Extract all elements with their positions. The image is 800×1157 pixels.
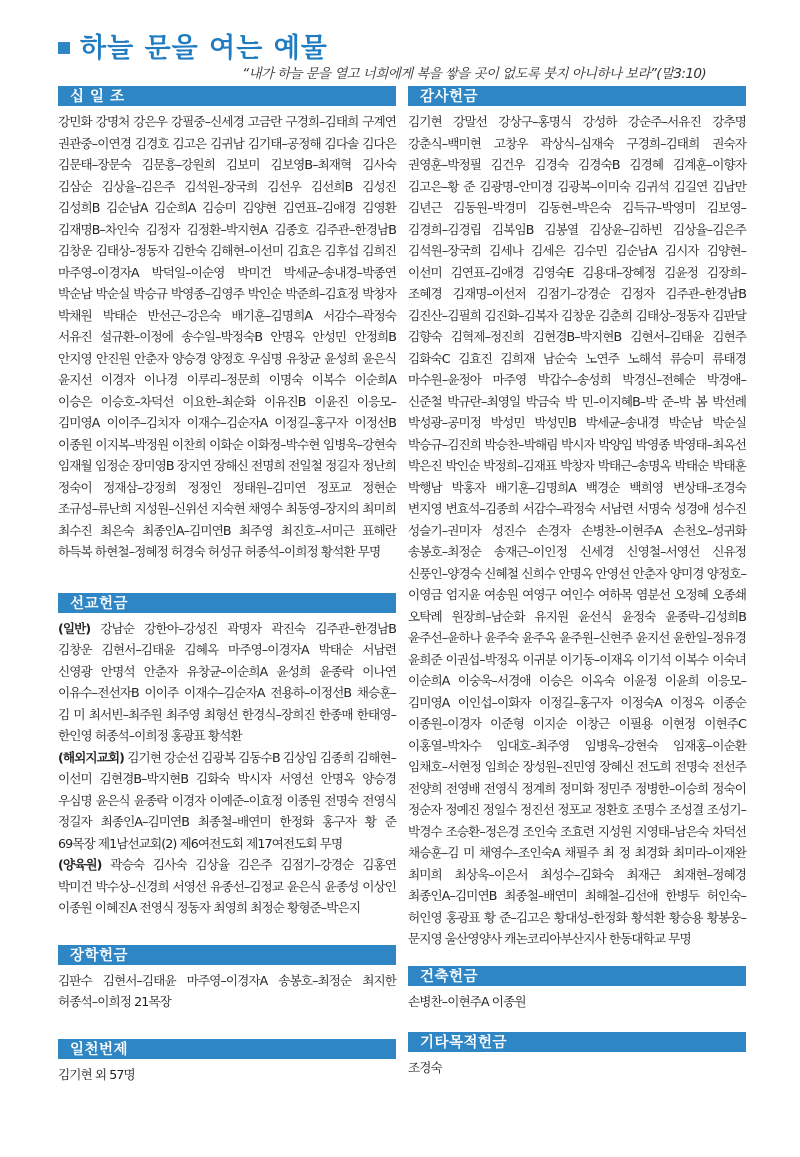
section-body: 손병찬–이현주A 이종원 bbox=[408, 993, 526, 1009]
section-building bbox=[408, 966, 746, 1013]
section-body: 강민화 강명처 강은우 강필중–신세경 고금란 구경희–김태희 구계연 권관중–이연경 김경호 김고은 김귀남 김기태–공정해 김다솔 김다은 김문태–장문숙 김문흥–강원희 김보미 김보영B–최재혁 김사숙 김삼순 김상율–김은주 김석원–장국희 김선우 김선희B 김성진 김성희B 김순남A 김순희A 김승미 김양현 김연표–김애경 김영환 김재명B–차인숙 김정자 김정환–박지현A 김종호 김주관–한경남B 김창운 김태상–정동자 김한숙 김해현–이선미 김효은 김후섭 김희진 마주영–이경자A 박덕일–이순영 박미건 박세균–송내경–박종연 박순남 박순실 박승규 박영종–김영주 박인순 박준희–김효정 박창자 박채원 박태순 반선근–강은숙 배기훈–김명희A 서감수–곽정숙 서유진 설규환–이정에 송수일–박정숙B 안명옥 안성민 안정희B 안지영 안진원 안춘자 양승경 양정호 우심명 유창균 윤성희 윤은식 윤지선 이경자 이나경 이루리–정문희 이명숙 이복수 이순희A 이승은 이승호–차덕선 이요한–최순화 이유진B 이윤진 이응모–김미영A 이이주–김치자 이재수–김순자A 이정길–홍구자 이정선B 이종원 이지복–박정원 이찬희 이화순 이화정–박수현 임병욱–강현숙 임재월 임정순 장미영B 장지연 장해신 전명희 전일철 정길자 정난희 정숙이 정재삼–강정희 정정인 정태원–김미연 정포교 정현순 조규성–류난희 지성원–신위선 지숙현 채영수 최동영–장지의 최미희 최수진 최은숙 최종인A–김미연B 최주영 최진호–서미근 표해란 하득복 하현철–정혜정 허경숙 허성규 허종석–이희정 황석환 무명 bbox=[58, 114, 396, 559]
left-column bbox=[58, 86, 396, 1085]
page-title: 하늘 문을 여는 예물 bbox=[80, 33, 328, 64]
section-header bbox=[58, 1039, 396, 1059]
bible-verse: “내가 하늘 문을 열고 너희에게 복을 쌓을 곳이 없도록 붓지 아니하나 보라”(말3:10) bbox=[242, 66, 706, 82]
page-header bbox=[58, 26, 758, 82]
title-row bbox=[58, 26, 758, 65]
section-body: 김기현 외 57명 bbox=[58, 1066, 135, 1082]
section-tithe bbox=[58, 86, 396, 563]
section-body: 김판수 김현서–김태윤 마주영–이경자A 송봉호–최정순 최지한 허종석–이희정 21목장 bbox=[58, 972, 396, 1009]
section-header bbox=[408, 966, 746, 986]
section-title: 일천번제 bbox=[70, 1041, 129, 1058]
section-header bbox=[58, 86, 396, 106]
section-body: 조경숙 bbox=[408, 1060, 442, 1075]
section-title: 십 일 조 bbox=[70, 89, 125, 105]
section-header bbox=[408, 1032, 746, 1052]
section-body: 김기현 강말선 강상구–홍명식 강성하 강순주–서유진 강추명 강춘식–백미현 고창우 곽상식–심재숙 구경희–김태희 권숙자 권영훈–박정필 김건우 김경숙 김경숙B 김경혜 김계훈–이향자 김고은–황 준 김광명–안미경 김광복–이미숙 김귀석 김길연 김남만 김년근 김동원–박경미 김동현–박은숙 김득규–박영미 김보영–김경희–김경립 김복임B 김봉열 김상윤–김하빈 김상율–김은주 김석원–장국희 김세나 김세은 김수민 김순남A 김시자 김양현–이선미 김연표–김애경 김영숙E 김용대–장혜정 김윤정 김장희–조혜경 김재명–이선저 김점기–강경순 김정자 김주관–한경남B 김진산–김필희 김진화–김복자 김창운 김춘희 김태상–정동자 김판달 김향숙 김혁제–정진희 김현경B–박지현B 김현서–김태윤 김현주 김화숙C 김효진 김희재 남순숙 노연주 노해석 류승미 류태경 마수원–윤정아 마주영 박갑수–송성희 박경신–전혜순 박경애–신준철 박규란–최영일 박금숙 박 민–이지혜B–박 준–박 봄 박선례 박성광–공미정 박성민 박성민B 박세균–송내경 박순남 박순실 박승규–김진희 박승찬–박해림 박시자 박양임 박영종 박영태–최옥선 박은진 박인순 박정희–김재표 박창자 박태근–송명옥 박태순 박태훈 박행남 박홍자 배기훈–김명희A 백경순 백희영 변상태–조경숙 변지영 변효석–김종희 서감수–곽정숙 서남련 서명숙 성경애 성수진 성슬기–권미자 성진수 손경자 손병찬–이현주A 손천오–성귀화 송봉호–최정순 송재근–이인정 신세경 신영철–서영선 신유정 신풍인–양경숙 신혜철 신희수 안명옥 안영선 안춘자 양미경 양정호–이영금 엄지윤 여송원 여영구 여인수 여하목 염분선 오정혜 오종쇄 오탁례 원장희–남순화 유지원 윤선식 윤정숙 윤종락–김성희B 윤주선–윤하나 윤주숙 윤주옥 윤주원–신현주 윤지선 윤한일–정유경 윤희준 이권섭–박정옥 이귀분 이기동–이재옥 이기석 이복수 이숙녀 이순희A 이숭욱–서경애 이승은 이옥숙 이윤정 이윤희 이응모–김미영A 이인섭–이화자 이정길–홍구자 이정숙A 이정옥 이종순 이종원–이경자 이준형 이지순 이창근 이필용 이현정 이현주C 이홍열–박차수 임대호–최주영 임병욱–강현숙 임재홍–이순환 임채호–서현정 임희순 장성원–진민영 장혜신 전도희 전명숙 전선주 전양희 전영배 전영식 정계희 정미화 정민주 정병한–이승희 정숙이 정순자 정예진 정일수 정진선 정포교 정환호 조명수 조성결 조성기–박경수 조승환–정은경 조인숙 조효련 지성원 지영태–남은숙 차덕선 채승훈–김 미 채영수–조인숙A 채필주 최 정 최경화 최미라–이재완 최미희 최상욱–이은서 최성수–김화숙 최재근 최재현–정혜경 최종인A–김미연B 최종철–배연미 최해철–김선애 한병두 허인숙–허인영 홍광표 황 준–김고은 황대성–한정화 황석환 황승용 황봉웅–문지영 울산영양사 캐논코리아부산지사 한동대학교 무명 bbox=[408, 114, 746, 946]
group-label: (일반) bbox=[58, 620, 91, 636]
section-header bbox=[408, 86, 746, 106]
group-text: 김기현 강순선 김광복 김동수B 김상임 김종희 김해현–이선미 김현경B–박지현B 김화숙 박시자 서영선 안명옥 양승경 우심명 윤은식 윤종락 이경자 이예준–이효정 이종원 전명숙 전영식 정길자 최종인A–김미연B 최종철–배연미 한정화 홍구자 황 준 69목장 제1남선교회(2) 제6여전도회 제17여전도회 무명 bbox=[58, 749, 396, 851]
mission-group-general bbox=[58, 618, 396, 747]
section-mission bbox=[58, 593, 396, 919]
section-scholarship bbox=[58, 945, 396, 1013]
section-title: 건축헌금 bbox=[420, 968, 479, 985]
section-header bbox=[58, 945, 396, 965]
group-text: 곽승숙 김사숙 김상율 김은주 김점기–강경순 김홍연 박미건 박수상–신경희 서영선 유종선–김정교 윤은식 윤종성 이상인 이종원 이혜진A 전영식 정동자 최영희 최정순 황형준–박은지 bbox=[58, 857, 396, 915]
section-other bbox=[408, 1032, 746, 1079]
group-text: 강남순 강한아–강성진 곽명자 곽진숙 김주관–한경남B 김창운 김현서–김태윤 김혜옥 마주영–이경자A 박태순 서남련 신영광 안명석 안춘자 유창균–이순희A 윤성희 윤종락 이나연 이유수–전선자B 이이주 이재수–김순자A 전용하–이정선B 채승훈–김 미 최서빈–최주원 최주영 최형선 한경식–장희진 한종매 한태영–한인영 허종석–이희정 홍광표 황석환 bbox=[58, 620, 396, 743]
right-column bbox=[408, 86, 746, 1079]
section-title: 감사헌금 bbox=[420, 89, 479, 105]
section-title: 기타목적헌금 bbox=[420, 1035, 508, 1051]
section-onethousand bbox=[58, 1039, 396, 1086]
section-title: 장학헌금 bbox=[70, 947, 129, 964]
mission-group-overseas bbox=[58, 747, 396, 855]
section-header bbox=[58, 593, 396, 613]
section-thanks bbox=[408, 86, 746, 950]
section-title: 선교헌금 bbox=[70, 595, 129, 612]
title-square-icon bbox=[58, 42, 70, 54]
group-label: (양육원) bbox=[58, 857, 102, 872]
mission-group-orphanage bbox=[58, 854, 396, 919]
group-label: (해외지교회) bbox=[58, 749, 125, 765]
section-body bbox=[58, 618, 396, 919]
